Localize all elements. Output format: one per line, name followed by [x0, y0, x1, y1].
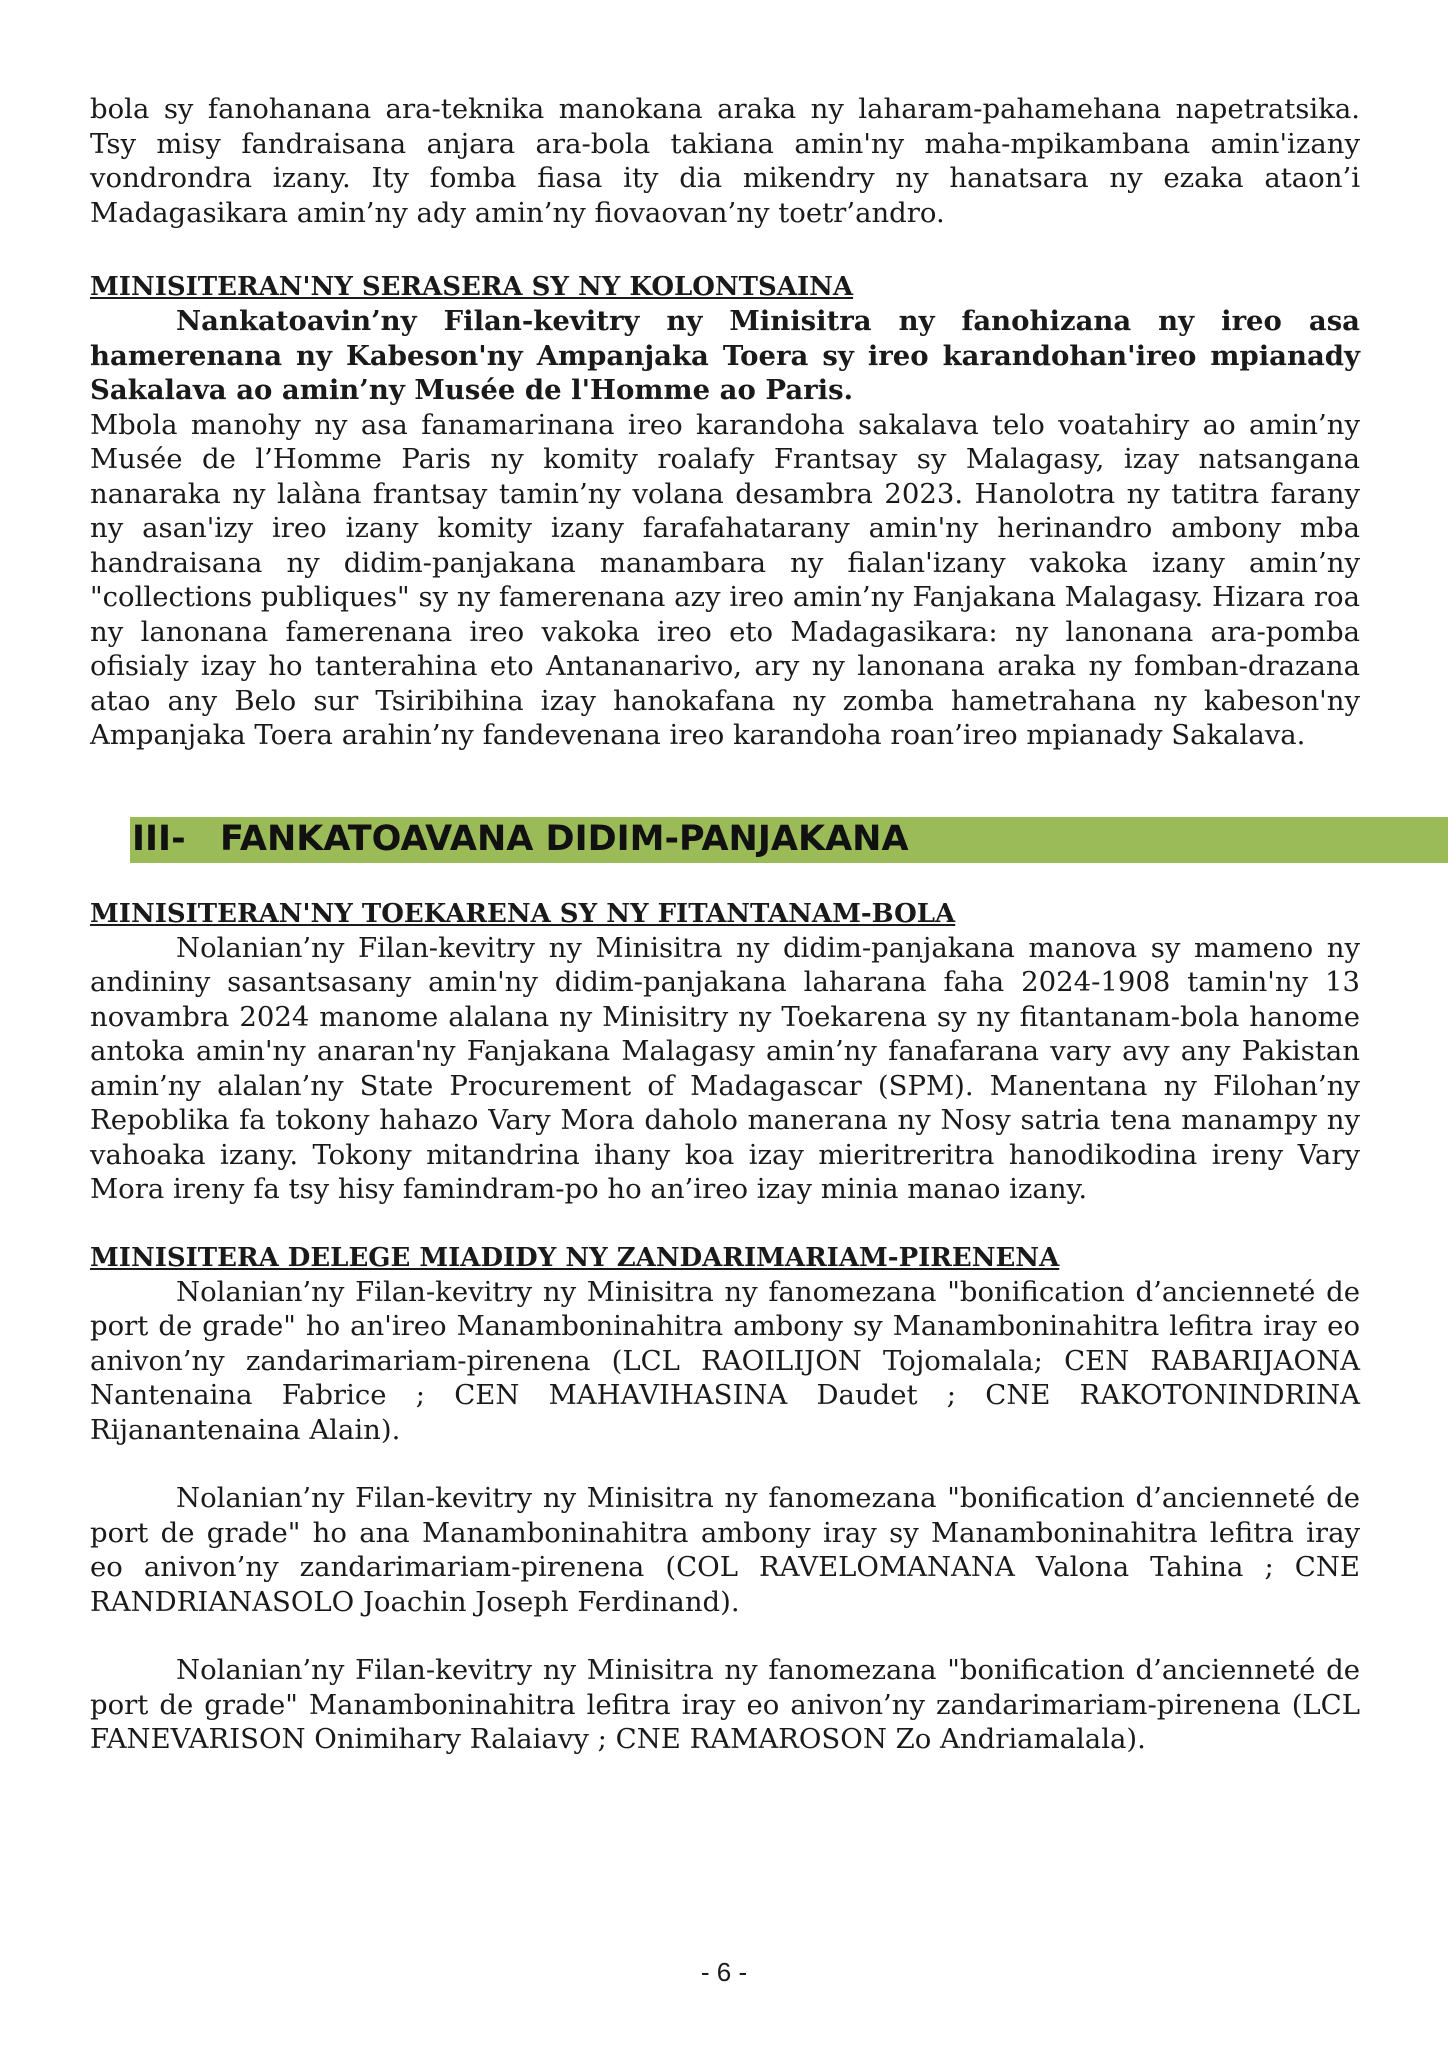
section-heading-zandarimaria: MINISITERA DELEGE MIADIDY NY ZANDARIMARIAM-PIRENENA — [90, 1242, 1060, 1273]
intro-paragraph: bola sy fanohanana ara-teknika manokana araka ny laharam-pahamehana napetratsika. Tsy misy fandraisana anjara ara-bola takiana amin'ny maha-mpikambana amin'izany vondrondra izany. Ity fomba fiasa ity dia mikendry ny hanatsara ny ezaka ataon’i Madagasikara amin’ny ady amin’ny fiovaovan’ny toetr’andro. — [90, 93, 1360, 229]
section-heading-toekarena: MINISITERAN'NY TOEKARENA SY NY FITANTANAM-BOLA — [90, 898, 956, 929]
section-number: III- — [132, 819, 186, 860]
section-heading-serasera: MINISITERAN'NY SERASERA SY NY KOLONTSAINA — [90, 272, 854, 302]
toekarena-body-paragraph: Nolanian’ny Filan-kevitry ny Minisitra ny didim-panjakana manova sy mameno ny andininy sasantsasany amin'ny didim-panjakana laharana faha 2024-1908 tamin'ny 13 novambra 2024 manome alalana ny Minisitry ny Toekarena sy ny fitantanam-bola hanome antoka amin'ny anaran'ny Fanjakana Malagasy amin’ny fanafarana vary avy any Pakistan amin’ny alalan’ny State Procurement of Madagascar (SPM). Manentana ny Filohan’ny Repoblika fa tokony hahazo Vary Mora daholo manerana ny Nosy satria tena manampy ny vahoaka izany. Tokony mitandrina ihany koa izay mieritreritra hanodikodina ireny Vary Mora ireny fa tsy hisy famindram-po ho an’ireo izay minia manao izany. — [90, 931, 1360, 1205]
serasera-lead-paragraph: Nankatoavin’ny Filan-kevitry ny Minisitra ny fanohizana ny ireo asa hamerenana ny Kabeson'ny Ampanjaka Toera sy ireo karandohan'ireo mpianady Sakalava ao amin’ny Musée de l'Homme ao Paris. — [90, 305, 1360, 406]
section-zandarimaria — [90, 1241, 1360, 1757]
zandarimaria-paragraph-3: Nolanian’ny Filan-kevitry ny Minisitra ny fanomezana "bonification d’ancienneté de port de grade" Manamboninahitra lefitra iray eo anivon’ny zandarimariam-pirenena (LCL FANEVARISON Onimihary Ralaiavy ; CNE RAMAROSON Zo Andriamalala). — [90, 1654, 1360, 1755]
page-number: - 6 - — [700, 1957, 748, 1987]
serasera-body-paragraph: Mbola manohy ny asa fanamarinana ireo karandoha sakalava telo voatahiry ao amin’ny Musée de l’Homme Paris ny komity roalafy Frantsay sy Malagasy, izay natsangana nanaraka ny lalàna frantsay tamin’ny volana desambra 2023. Hanolotra ny tatitra farany ny asan'izy ireo izany komity izany farafahatarany amin'ny herinandro ambony mba handraisana ny didim-panjakana manambara ny fialan'izany vakoka izany amin’ny "collections publiques" sy ny famerenana azy ireo amin’ny Fanjakana Malagasy. Hizara roa ny lanonana famerenana ireo vakoka ireo eto Madagasikara: ny lanonana ara-pomba ofisialy izay ho tanterahina eto Antananarivo, ary ny lanonana araka ny fomban-drazana atao any Belo sur Tsiribihina izay hanokafana ny zomba hametrahana ny kabeson'ny Ampanjaka Toera arahin’ny fandevenana ireo karandoha roan’ireo mpianady Sakalava. — [90, 408, 1360, 751]
zandarimaria-paragraph-1: Nolanian’ny Filan-kevitry ny Minisitra ny fanomezana "bonification d’ancienneté de port de grade" ho an'ireo Manamboninahitra ambony sy Manamboninahitra lefitra iray eo anivon’ny zandarimariam-pirenena (LCL RAOILIJON Tojomalala; CEN RABARIJAONA Nantenaina Fabrice ; CEN MAHAVIHASINA Daudet ; CNE RAKOTONINDRINA Rijanantenaina Alain). — [90, 1275, 1360, 1446]
section-serasera — [90, 270, 1360, 753]
section-title: FANKATOAVANA DIDIM-PANJAKANA — [220, 819, 909, 860]
section-toekarena — [90, 897, 1360, 1207]
zandarimaria-paragraph-2: Nolanian’ny Filan-kevitry ny Minisitra ny fanomezana "bonification d’ancienneté de port de grade" ho ana Manamboninahitra ambony iray sy Manamboninahitra lefitra iray eo anivon’ny zandarimariam-pirenena (COL RAVELOMANANA Valona Tahina ; CNE RANDRIANASOLO Joachin Joseph Ferdinand). — [90, 1482, 1360, 1618]
document-page — [90, 92, 1360, 1757]
section-title-bar — [130, 817, 1448, 863]
